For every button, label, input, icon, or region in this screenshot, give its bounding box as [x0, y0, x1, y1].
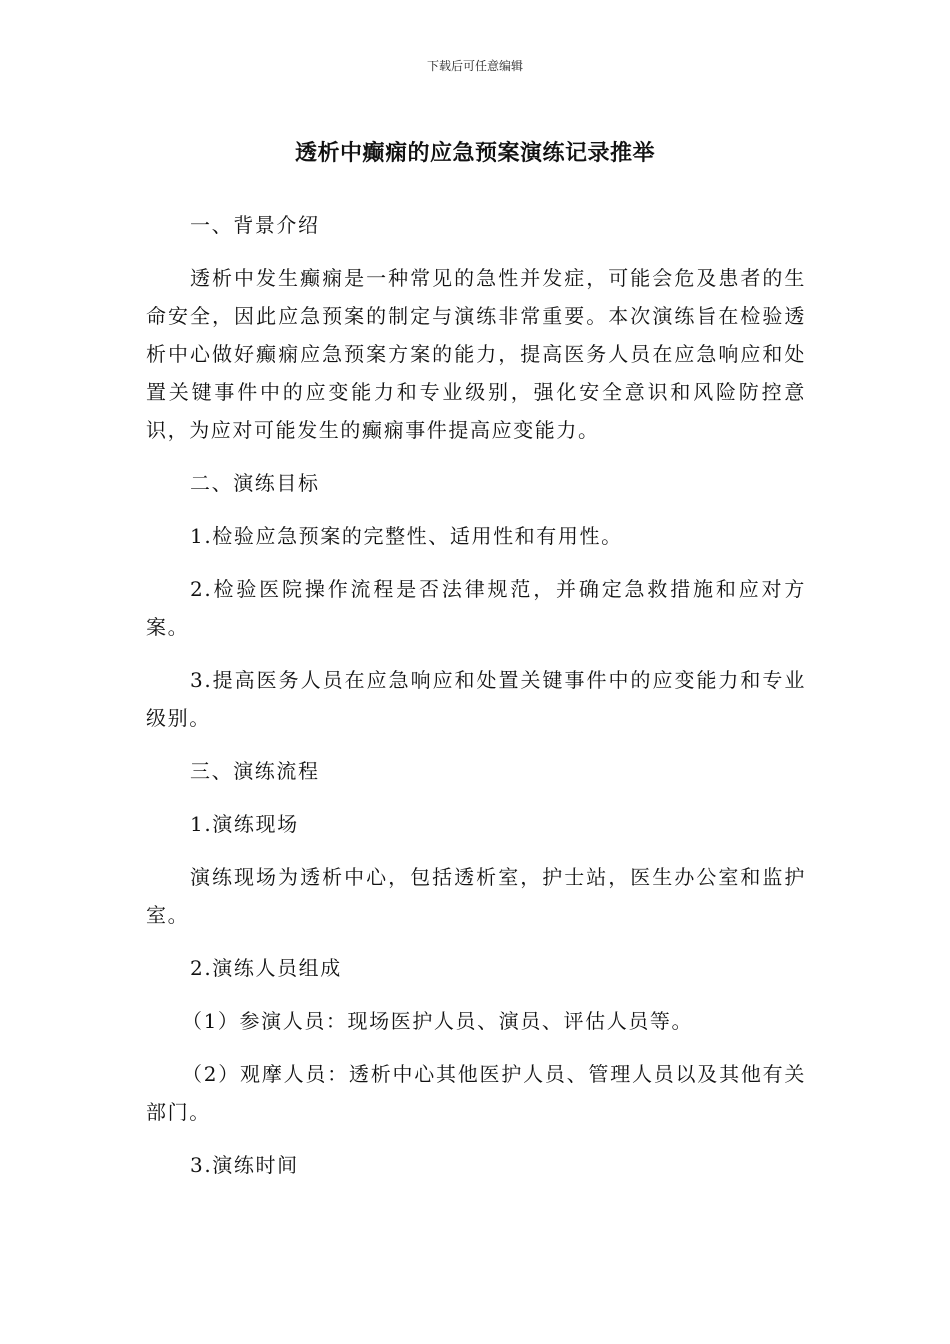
section-heading-process: 三、演练流程	[190, 759, 320, 783]
process-item-2-participants: （1）参演人员：现场医护人员、演员、评估人员等。	[182, 1009, 694, 1033]
process-item-2-observers: （2）观摩人员：透析中心其他医护人员、管理人员以及其他有关部门。	[146, 1062, 806, 1124]
section-heading-goals: 二、演练目标	[190, 471, 320, 495]
header-note: 下载后可任意编辑	[426, 59, 523, 73]
process-item-1-heading: 1.演练现场	[190, 812, 299, 836]
goal-item-2: 2.检验医院操作流程是否法律规范，并确定急救措施和应对方案。	[146, 577, 806, 639]
process-item-1-text: 演练现场为透析中心，包括透析室，护士站，医生办公室和监护室。	[146, 865, 806, 927]
goal-item-1: 1.检验应急预案的完整性、适用性和有用性。	[190, 524, 623, 548]
section-heading-background: 一、背景介绍	[190, 213, 320, 237]
goal-item-3: 3.提高医务人员在应急响应和处置关键事件中的应变能力和专业级别。	[146, 668, 806, 730]
document-title: 透析中癫痫的应急预案演练记录推举	[294, 141, 655, 166]
document-body	[146, 206, 806, 1199]
paragraph-background: 透析中发生癫痫是一种常见的急性并发症，可能会危及患者的生命安全，因此应急预案的制定与演练非常重要。本次演练旨在检验透析中心做好癫痫应急预案方案的能力，提高医务人员在应急响应和处置关键事件中的应变能力和专业级别，强化安全意识和风险防控意识，为应对可能发生的癫痫事件提高应变能力。	[146, 266, 806, 442]
process-item-3-heading: 3.演练时间	[190, 1153, 299, 1177]
process-item-2-heading: 2.演练人员组成	[190, 956, 342, 980]
